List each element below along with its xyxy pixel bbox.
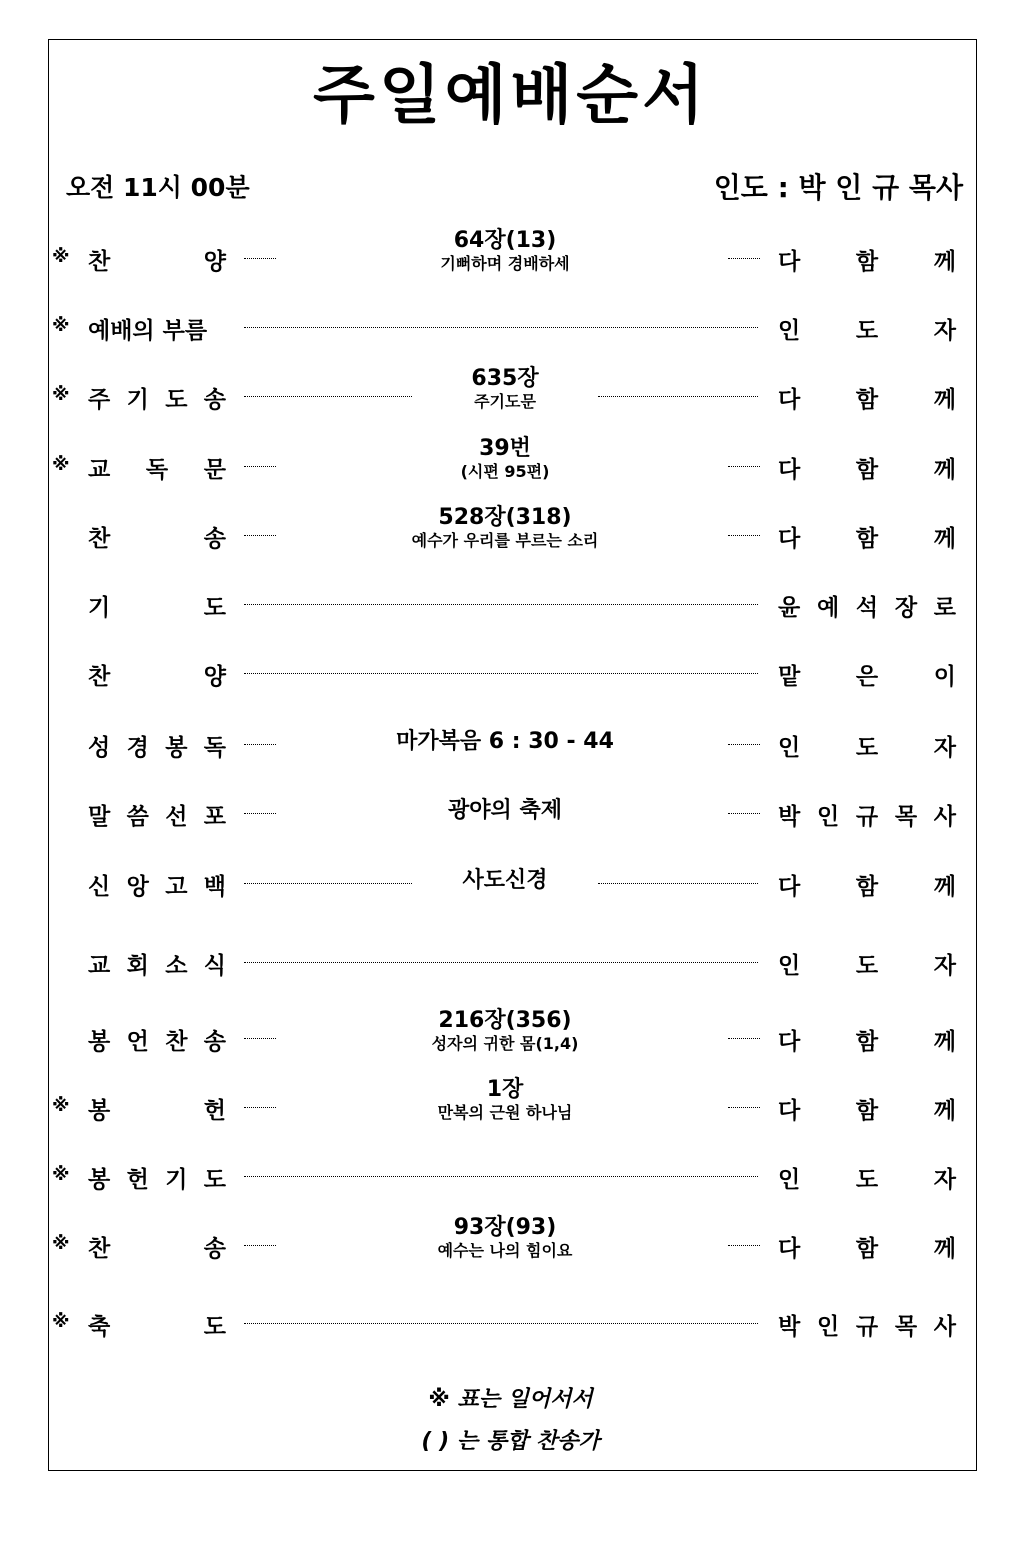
standing-mark: ※ xyxy=(52,1233,70,1254)
item-main-text: 1장 xyxy=(486,1077,524,1102)
service-item xyxy=(0,435,1021,495)
item-responsible: 다 함 께 xyxy=(778,874,956,900)
service-item xyxy=(0,296,1021,356)
dot-leader xyxy=(244,673,758,674)
item-label: 성 경 봉 독 xyxy=(88,735,226,761)
standing-mark: ※ xyxy=(52,1095,70,1116)
item-detail xyxy=(300,868,710,894)
service-time: 오전 11시 00분 xyxy=(66,173,250,202)
item-sub-text: 예수가 우리를 부르는 소리 xyxy=(411,531,599,550)
item-responsible: 다 함 께 xyxy=(778,457,956,483)
dot-leader xyxy=(244,1176,758,1177)
service-leader: 인도 : 박 인 규 목사 xyxy=(713,171,963,204)
dot-leader xyxy=(244,604,758,605)
item-main-text: 마가복음 6 : 30 - 44 xyxy=(396,729,614,754)
service-item xyxy=(0,573,1021,633)
standing-mark: ※ xyxy=(52,1311,70,1332)
item-detail xyxy=(300,436,710,482)
item-main-text: 635장 xyxy=(471,366,539,391)
dot-leader xyxy=(244,813,276,814)
item-sub-text: 주기도문 xyxy=(474,392,536,411)
item-label: 교 회 소 식 xyxy=(88,953,226,979)
item-label: 찬 송 xyxy=(88,526,226,552)
dot-leader xyxy=(728,258,760,259)
item-responsible: 인 도 자 xyxy=(778,1167,956,1193)
item-responsible: 다 함 께 xyxy=(778,1098,956,1124)
dot-leader xyxy=(244,1245,276,1246)
item-sub-text: 만복의 근원 하나님 xyxy=(437,1103,573,1122)
service-item xyxy=(0,227,1021,287)
service-item xyxy=(0,713,1021,773)
item-responsible: 박 인 규 목 사 xyxy=(778,1314,956,1340)
item-responsible: 인 도 자 xyxy=(778,735,956,761)
item-label: 찬 양 xyxy=(88,664,226,690)
item-sub-text: 기뻐하며 경배하세 xyxy=(440,254,570,273)
standing-mark: ※ xyxy=(52,315,70,336)
dot-leader xyxy=(728,1245,760,1246)
footer-note-standing: ※ 표는 일어서서 xyxy=(428,1387,593,1412)
service-item xyxy=(0,642,1021,702)
service-item xyxy=(0,931,1021,991)
item-detail xyxy=(300,798,710,824)
dot-leader xyxy=(244,258,276,259)
dot-leader xyxy=(244,1323,758,1324)
item-main-text: 528장(318) xyxy=(438,505,572,530)
standing-mark: ※ xyxy=(52,1164,70,1185)
dot-leader xyxy=(728,744,760,745)
item-detail xyxy=(300,1008,710,1054)
service-item xyxy=(0,1145,1021,1205)
item-sub-text: 성자의 귀한 몸(1,4) xyxy=(431,1034,579,1053)
service-item xyxy=(0,1292,1021,1352)
item-responsible: 다 함 께 xyxy=(778,249,956,275)
item-label: 봉 헌 기 도 xyxy=(88,1167,226,1193)
item-label: 주 기 도 송 xyxy=(88,387,226,413)
item-responsible: 다 함 께 xyxy=(778,526,956,552)
service-item xyxy=(0,1076,1021,1136)
item-label: 교 독 문 xyxy=(88,457,226,483)
item-sub-text: 예수는 나의 힘이요 xyxy=(437,1241,573,1260)
footer-note-hymnal: ( ) 는 통합 찬송가 xyxy=(421,1429,600,1454)
item-responsible: 다 함 께 xyxy=(778,1029,956,1055)
dot-leader xyxy=(728,466,760,467)
page-title: 주일예배순서 xyxy=(313,59,708,133)
item-detail xyxy=(300,228,710,274)
item-detail xyxy=(300,1215,710,1261)
dot-leader xyxy=(728,535,760,536)
item-main-text: 39번 xyxy=(479,436,531,461)
item-detail xyxy=(300,366,710,412)
item-responsible: 다 함 께 xyxy=(778,1236,956,1262)
item-main-text: 93장(93) xyxy=(453,1215,557,1240)
service-item xyxy=(0,782,1021,842)
dot-leader xyxy=(728,813,760,814)
dot-leader xyxy=(244,744,276,745)
item-sub-text: (시편 95편) xyxy=(460,462,550,481)
service-item xyxy=(0,852,1021,912)
item-main-text: 64장(13) xyxy=(453,228,557,253)
service-item xyxy=(0,1007,1021,1067)
dot-leader xyxy=(728,1038,760,1039)
dot-leader xyxy=(244,1038,276,1039)
dot-leader xyxy=(728,1107,760,1108)
item-label: 말 씀 선 포 xyxy=(88,804,226,830)
item-responsible: 박 인 규 목 사 xyxy=(778,804,956,830)
item-label: 신 앙 고 백 xyxy=(88,874,226,900)
item-main-text: 광야의 축제 xyxy=(448,798,562,823)
item-label: 찬 송 xyxy=(88,1236,226,1262)
item-label: 예배의 부름 xyxy=(88,318,208,344)
item-main-text: 216장(356) xyxy=(438,1008,572,1033)
standing-mark: ※ xyxy=(52,384,70,405)
item-detail xyxy=(300,505,710,551)
dot-leader xyxy=(244,1107,276,1108)
dot-leader xyxy=(244,962,758,963)
item-responsible: 다 함 께 xyxy=(778,387,956,413)
item-label: 기 도 xyxy=(88,595,226,621)
item-label: 봉 언 찬 송 xyxy=(88,1029,226,1055)
item-label: 축 도 xyxy=(88,1314,226,1340)
item-responsible: 맡 은 이 xyxy=(778,664,956,690)
dot-leader xyxy=(244,327,758,328)
dot-leader xyxy=(244,535,276,536)
dot-leader xyxy=(244,466,276,467)
service-item xyxy=(0,365,1021,425)
item-responsible: 윤 예 석 장 로 xyxy=(778,595,956,621)
item-label: 찬 양 xyxy=(88,249,226,275)
service-item xyxy=(0,504,1021,564)
standing-mark: ※ xyxy=(52,454,70,475)
item-main-text: 사도신경 xyxy=(462,868,548,893)
item-label: 봉 헌 xyxy=(88,1098,226,1124)
standing-mark: ※ xyxy=(52,246,70,267)
item-responsible: 인 도 자 xyxy=(778,318,956,344)
item-detail xyxy=(300,729,710,755)
item-responsible: 인 도 자 xyxy=(778,953,956,979)
item-detail xyxy=(300,1077,710,1123)
service-item xyxy=(0,1214,1021,1274)
